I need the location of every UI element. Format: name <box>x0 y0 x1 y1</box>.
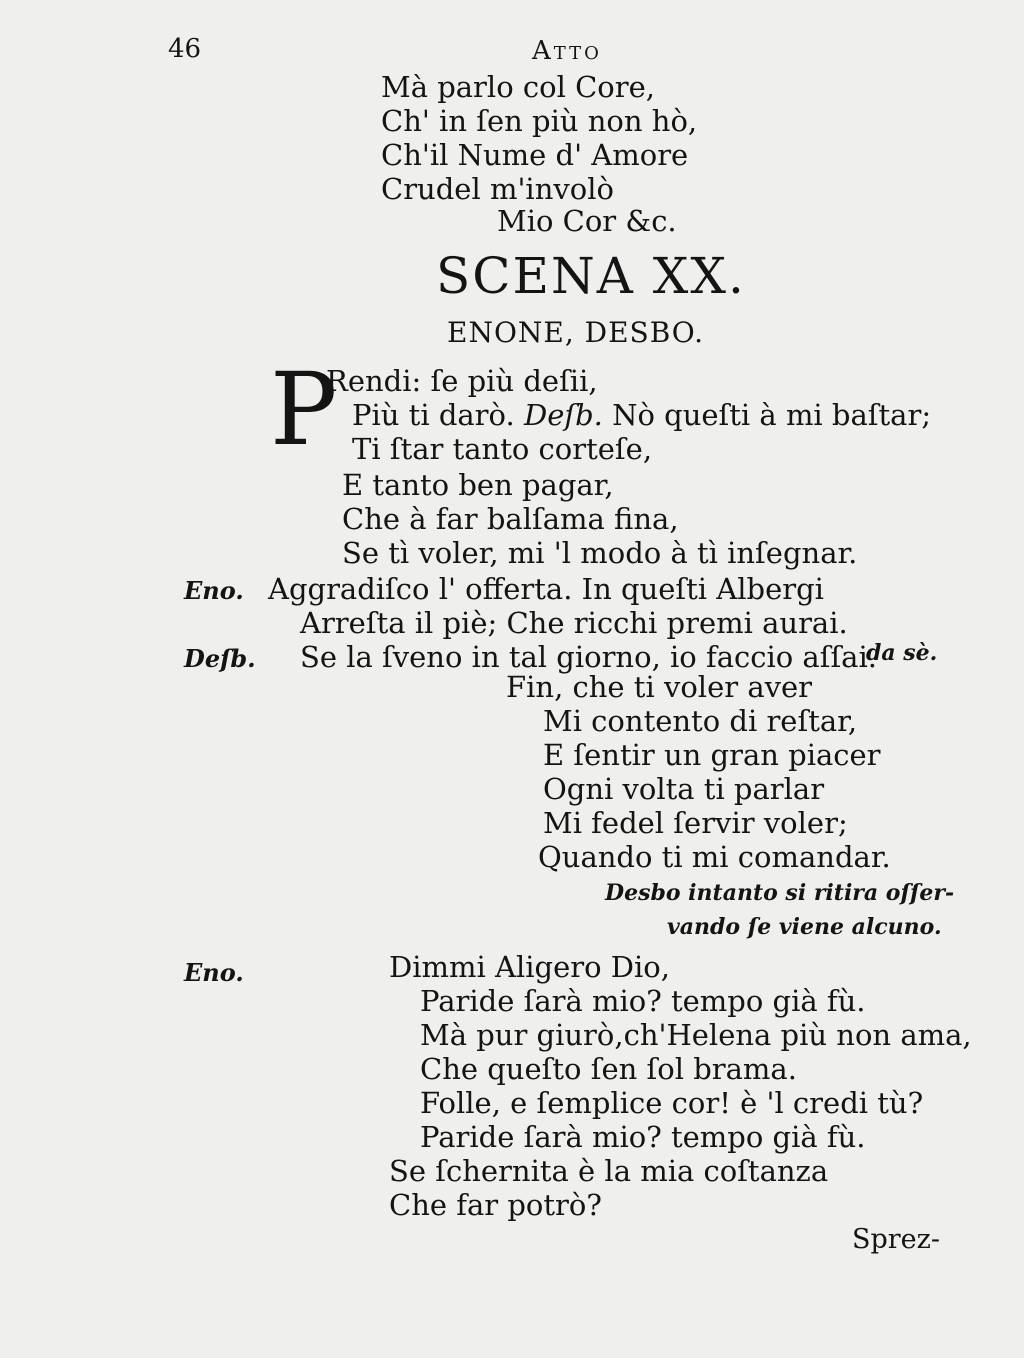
stage-aside: da sè. <box>866 640 938 666</box>
verse-line: Rendi: ſe più deſii, <box>326 364 598 398</box>
stage-direction: vando ſe viene alcuno. <box>667 914 942 940</box>
verse-line: Dimmi Aligero Dio, <box>389 950 670 984</box>
verse-line: Ch' in ſen più non hò, <box>381 104 698 138</box>
catchword: Sprez- <box>852 1224 941 1255</box>
scene-characters: ENONE, DESBO. <box>447 316 705 349</box>
verse-line: Quando ti mi comandar. <box>538 840 891 874</box>
verse-line: Mi contento di reſtar, <box>543 704 858 738</box>
verse-text: Più ti darò. <box>352 398 524 432</box>
verse-line: E tanto ben pagar, <box>342 468 614 502</box>
speaker-label: Eno. <box>184 576 244 605</box>
verse-line: Fin, che ti voler aver <box>506 670 813 704</box>
verse-line: Mio Cor &c. <box>497 204 677 238</box>
verse-line: Ogni volta ti parlar <box>543 772 825 806</box>
verse-line: Se ſchernita è la mia coſtanza <box>389 1154 829 1188</box>
verse-line: Se tì voler, mi 'l modo à tì inſegnar. <box>342 536 858 570</box>
verse-line: Che à far balſama fina, <box>342 502 679 536</box>
verse-line: Arreſta il piè; Che ricchi premi aurai. <box>300 606 848 640</box>
stage-direction: Desbo intanto si ritira oſſer- <box>605 880 955 906</box>
verse-line: Aggradiſco l' offerta. In queſti Albergi <box>268 572 824 606</box>
verse-line: E ſentir un gran piacer <box>543 738 881 772</box>
inline-speaker: Deſb. <box>523 398 603 432</box>
verse-line: Crudel m'involò <box>381 172 614 206</box>
verse-line: Mi fedel ſervir voler; <box>543 806 848 840</box>
verse-line: Che far potrò? <box>389 1188 602 1222</box>
speaker-label: Deſb. <box>184 644 256 673</box>
verse-line: Mà pur giurò,ch'Helena più non ama, <box>420 1018 972 1052</box>
verse-line: Paride ſarà mio? tempo già fù. <box>420 1120 866 1154</box>
drop-cap: P <box>270 351 338 468</box>
verse-line: Se la ſveno in tal giorno, io faccio aſſai. <box>300 640 877 674</box>
scene-title: SCENA XX. <box>436 247 746 305</box>
running-head: Atto <box>532 36 602 66</box>
verse-text: Nò queſti à mi baſtar; <box>602 398 932 432</box>
verse-line: Folle, e ſemplice cor! è 'l credi tù? <box>420 1086 924 1120</box>
verse-line: Ch'il Nume d' Amore <box>381 138 689 172</box>
page-number: 46 <box>168 34 202 64</box>
verse-line: Mà parlo col Core, <box>381 70 655 104</box>
speaker-label: Eno. <box>184 958 244 987</box>
verse-line: Paride ſarà mio? tempo già fù. <box>420 984 866 1018</box>
verse-line: Che queſto ſen ſol brama. <box>420 1052 797 1086</box>
verse-line <box>352 398 931 432</box>
verse-line: Ti ſtar tanto corteſe, <box>352 432 653 466</box>
